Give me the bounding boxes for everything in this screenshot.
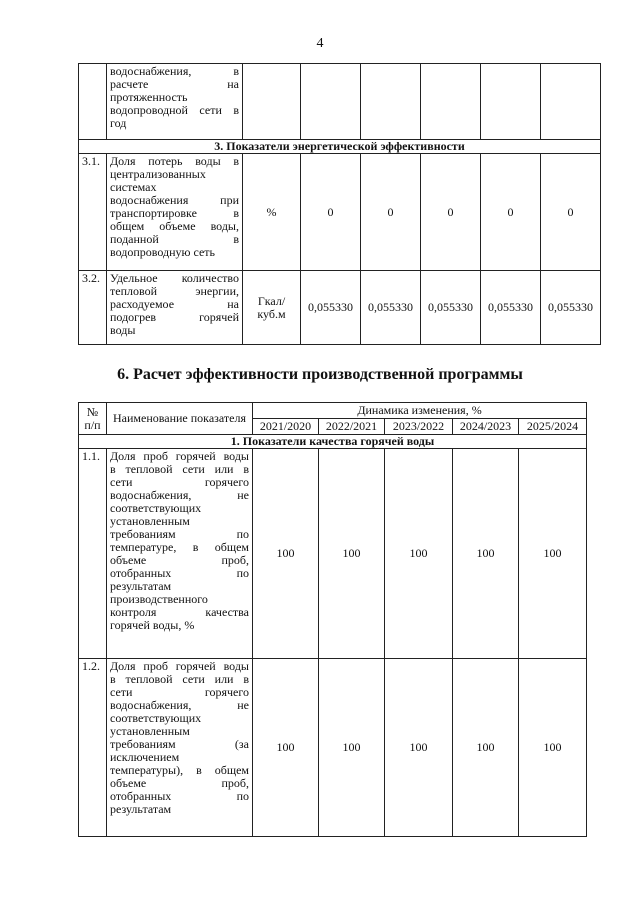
description-line: результатам — [110, 802, 172, 816]
row-value: 0 — [301, 154, 361, 271]
header-row — [79, 403, 587, 419]
col-no-header: № п/п — [79, 403, 107, 435]
description-line: водоснабжения, не — [110, 698, 249, 712]
section-title: 3. Показатели энергетической эффективности — [79, 140, 601, 154]
description-line: установленным — [110, 514, 190, 528]
row-value: 0 — [541, 154, 601, 271]
description-line: горячей воды, % — [110, 618, 195, 632]
row-value: 0 — [481, 154, 541, 271]
efficiency-table — [78, 402, 587, 837]
section-header — [79, 435, 587, 449]
row-description — [107, 154, 243, 271]
row-value: 0,055330 — [301, 271, 361, 345]
row-value: 100 — [385, 449, 453, 659]
description-line: Доля проб горячей воды — [110, 659, 249, 673]
description-line: результатам — [110, 579, 172, 593]
description-line: температуры), в общем — [110, 763, 249, 777]
row-value: 100 — [319, 659, 385, 837]
description-line: в тепловой сети или в — [110, 462, 249, 476]
row-value: 100 — [319, 449, 385, 659]
description-line: производственного — [110, 592, 208, 606]
page-number: 4 — [316, 36, 324, 51]
description-line: водоснабжения при — [110, 193, 239, 207]
description-line: расчете на — [110, 77, 239, 91]
row-value: 0 — [421, 154, 481, 271]
description-line: в тепловой сети или в — [110, 672, 249, 686]
row-value: 0,055330 — [481, 271, 541, 345]
description-line: сети горячего — [110, 475, 249, 489]
row-value: 0,055330 — [361, 271, 421, 345]
table-row — [79, 271, 601, 345]
table-row — [79, 449, 587, 659]
description-line: требованиям (за — [110, 737, 249, 751]
row-description — [107, 64, 243, 140]
year-header: 2022/2021 — [319, 419, 385, 435]
row-value: 100 — [519, 449, 587, 659]
row-value: 100 — [253, 449, 319, 659]
description-line: год — [110, 116, 127, 130]
row-number: 3.1. — [79, 154, 107, 271]
description-line: сети горячего — [110, 685, 249, 699]
row-value: 100 — [453, 449, 519, 659]
row-unit: Гкал/ куб.м — [243, 271, 301, 345]
description-line: водоснабжения, не — [110, 488, 249, 502]
description-line: объеме проб, — [110, 776, 249, 790]
description-line: исключением — [110, 750, 180, 764]
row-value: 0 — [361, 154, 421, 271]
description-line: расходуемое на — [110, 297, 239, 311]
description-line: требованиям по — [110, 527, 249, 541]
description-line: Доля потерь воды в — [110, 154, 239, 168]
row-number: 3.2. — [79, 271, 107, 345]
section-heading: 6. Расчет эффективности производственной программы — [117, 366, 523, 383]
description-line: протяженность — [110, 90, 188, 104]
description-line: поданной в — [110, 232, 239, 246]
description-line: соответствующих — [110, 711, 202, 725]
row-description — [107, 449, 253, 659]
description-line: водопроводную сеть — [110, 245, 216, 259]
row-value: 0,055330 — [421, 271, 481, 345]
description-line: централизованных — [110, 167, 206, 181]
description-line: водопроводной сети в — [110, 103, 239, 117]
row-value: 100 — [453, 659, 519, 837]
description-line: транспортировке в — [110, 206, 239, 220]
table-row — [79, 64, 601, 140]
description-line: объеме проб, — [110, 553, 249, 567]
year-header: 2025/2024 — [519, 419, 587, 435]
year-header: 2023/2022 — [385, 419, 453, 435]
section-header — [79, 140, 601, 154]
description-line: воды — [110, 323, 136, 337]
row-unit: % — [243, 154, 301, 271]
table-row — [79, 154, 601, 271]
indicators-table — [78, 63, 601, 345]
description-line: установленным — [110, 724, 190, 738]
row-value: 100 — [519, 659, 587, 837]
description-line: общем объеме воды, — [110, 219, 239, 233]
year-header: 2024/2023 — [453, 419, 519, 435]
description-line: Удельное количество — [110, 271, 239, 285]
description-line: температуре, в общем — [110, 540, 249, 554]
description-line: системах — [110, 180, 157, 194]
description-line: отобранных по — [110, 566, 249, 580]
row-value: 100 — [385, 659, 453, 837]
row-number: 1.1. — [79, 449, 107, 659]
description-line: контроля качества — [110, 605, 249, 619]
section-title: 1. Показатели качества горячей воды — [79, 435, 587, 449]
row-value: 100 — [253, 659, 319, 837]
description-line: тепловой энергии, — [110, 284, 239, 298]
year-header: 2021/2020 — [253, 419, 319, 435]
description-line: соответствующих — [110, 501, 202, 515]
description-line: подогрев горячей — [110, 310, 239, 324]
row-description — [107, 271, 243, 345]
row-description — [107, 659, 253, 837]
row-number: 1.2. — [79, 659, 107, 837]
description-line: отобранных по — [110, 789, 249, 803]
description-line: водоснабжения, в — [110, 64, 239, 78]
row-value: 0,055330 — [541, 271, 601, 345]
table-row — [79, 659, 587, 837]
col-dynamics-header: Динамика изменения, % — [253, 403, 587, 419]
col-name-header: Наименование показателя — [107, 403, 253, 435]
description-line: Доля проб горячей воды — [110, 449, 249, 463]
